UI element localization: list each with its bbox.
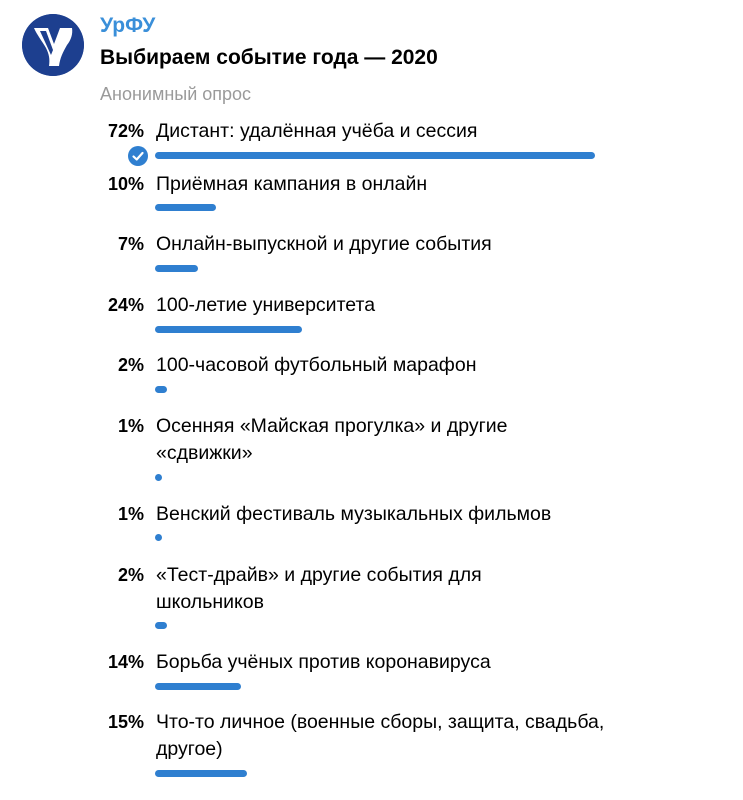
option-label: Борьба учёных против коронавируса (156, 651, 491, 673)
option-percent: 1% (117, 504, 144, 524)
option-percent: 2% (117, 355, 144, 375)
selected-check-icon (128, 146, 148, 166)
option-label: Дистант: удалённая учёба и сессия (156, 120, 478, 142)
option-label: «Тест-драйв» и другие события для школьников (156, 564, 482, 613)
option-percent: 2% (117, 565, 144, 585)
option-result-bar (155, 265, 198, 272)
option-percent: 14% (107, 652, 144, 672)
avatar[interactable] (22, 14, 84, 76)
option-result-bar (155, 770, 247, 777)
option-percent: 1% (117, 416, 144, 436)
option-result-bar (155, 622, 167, 629)
option-label: 100-часовой футбольный марафон (156, 354, 477, 376)
urfu-logo-icon (22, 14, 84, 76)
option-result-bar (155, 152, 595, 159)
option-label: Что-то личное (военные сборы, защита, свадьба, другое) (156, 711, 605, 760)
option-label: 100-летие университета (156, 294, 376, 316)
option-result-bar (155, 326, 302, 333)
option-result-bar (155, 534, 162, 541)
poll-title: Выбираем событие года — 2020 (100, 46, 438, 69)
poll-type-label: Анонимный опрос (100, 84, 252, 104)
option-label: Приёмная кампания в онлайн (156, 173, 428, 195)
option-label: Венский фестиваль музыкальных фильмов (156, 503, 552, 525)
option-label: Онлайн-выпускной и другие события (156, 233, 492, 255)
option-percent: 24% (107, 295, 144, 315)
option-result-bar (155, 683, 241, 690)
channel-name[interactable]: УрФУ (100, 14, 156, 37)
option-result-bar (155, 386, 167, 393)
option-percent: 72% (107, 121, 144, 141)
option-result-bar (155, 204, 216, 211)
option-label: Осенняя «Майская прогулка» и другие «сдвижки» (156, 415, 508, 464)
option-percent: 15% (107, 712, 144, 732)
option-result-bar (155, 474, 162, 481)
option-percent: 7% (117, 234, 144, 254)
option-percent: 10% (107, 174, 144, 194)
